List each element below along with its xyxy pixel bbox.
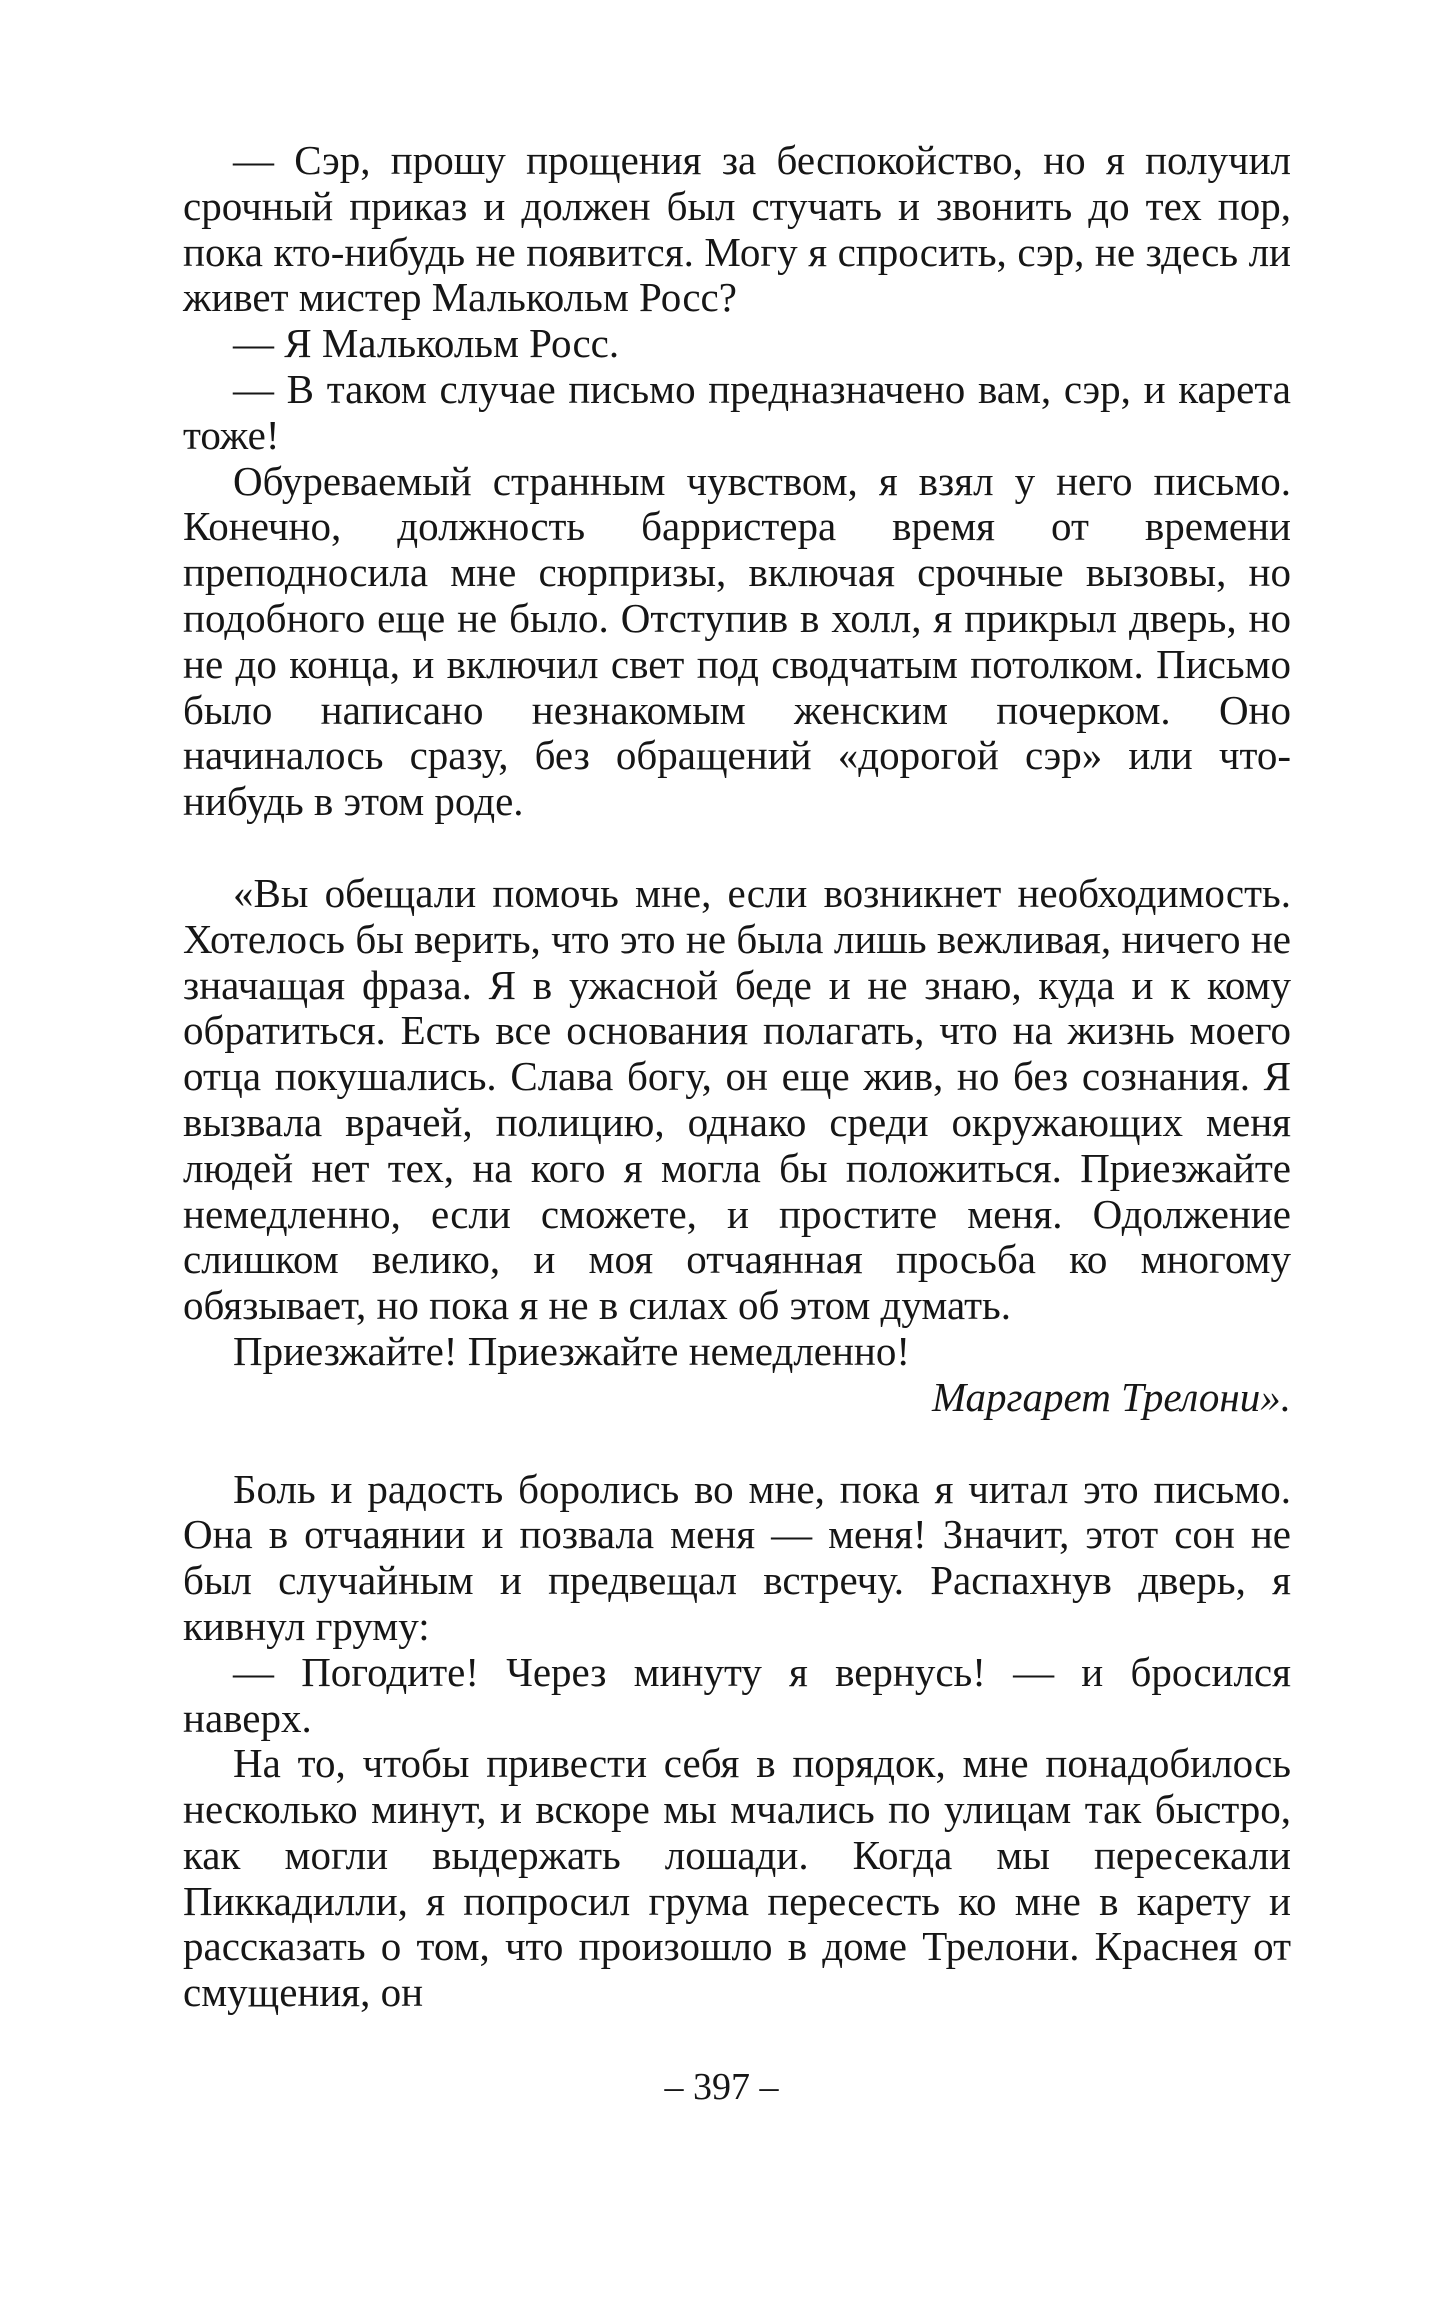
paragraph: — Я Малькольм Росс. <box>233 320 620 367</box>
page-number: – 397 – <box>664 2066 779 2108</box>
letter-paragraph: Приезжайте! Приезжайте немедленно! <box>233 1327 911 1374</box>
paragraph: Боль и радость боролись во мне, пока я читал это письмо. Она в отчаянии и позвала меня — меня! Значит, этот сон не был случайным и предвещал встречу. Распахнув дверь, я кивнул груму: <box>183 1465 1291 1649</box>
letter-signature: Маргарет Трелони». <box>931 1373 1291 1420</box>
paragraph: На то, чтобы привести себя в порядок, мне понадобилось несколько минут, и вскоре мы мчались по улицам так быстро, как могли выдержать лошади. Когда мы пересекали Пиккадилли, я попросил грума пересесть ко мне в карету и рассказать о том, что произошло в доме Трелони. Краснея от смущения, он <box>183 1740 1291 2016</box>
paragraph: — В таком случае письмо предназначено вам, сэр, и карета тоже! <box>183 365 1291 458</box>
paragraph: — Сэр, прошу прощения за беспокойство, но я получил срочный приказ и должен был стучать и звонить до тех пор, пока кто-нибудь не появится. Могу я спросить, сэр, не здесь ли живет мистер Малькольм Росс? <box>183 137 1291 321</box>
paragraph: Обуреваемый странным чувством, я взял у него письмо. Конечно, должность барристера время от времени преподносила мне сюрпризы, включая срочные вызовы, но подобного еще не было. Отступив в холл, я прикрыл дверь, но не до конца, и включил свет под сводчатым потолком. Письмо было написано незнакомым женским почерком. Оно начиналось сразу, без обращений «дорогой сэр» или что-нибудь в этом роде. <box>183 457 1291 825</box>
section-gap <box>183 825 1291 871</box>
page-body <box>183 138 1291 2016</box>
section-gap <box>183 1421 1291 1467</box>
letter-paragraph: «Вы обещали помочь мне, если возникнет необходимость. Хотелось бы верить, что это не была лишь вежливая, ничего не значащая фраза. Я в ужасной беде и не знаю, куда и к кому обратиться. Есть все основания полагать, что на жизнь моего отца покушались. Слава богу, он еще жив, но без сознания. Я вызвала врачей, полицию, однако среди окружающих меня людей нет тех, на кого я могла бы положиться. Приезжайте немедленно, если сможете, и простите меня. Одолжение слишком велико, и моя отчаянная просьба ко многому обязывает, но пока я не в силах об этом думать. <box>183 869 1291 1329</box>
paragraph: — Погодите! Через минуту я вернусь! — и бросился наверх. <box>183 1648 1291 1741</box>
